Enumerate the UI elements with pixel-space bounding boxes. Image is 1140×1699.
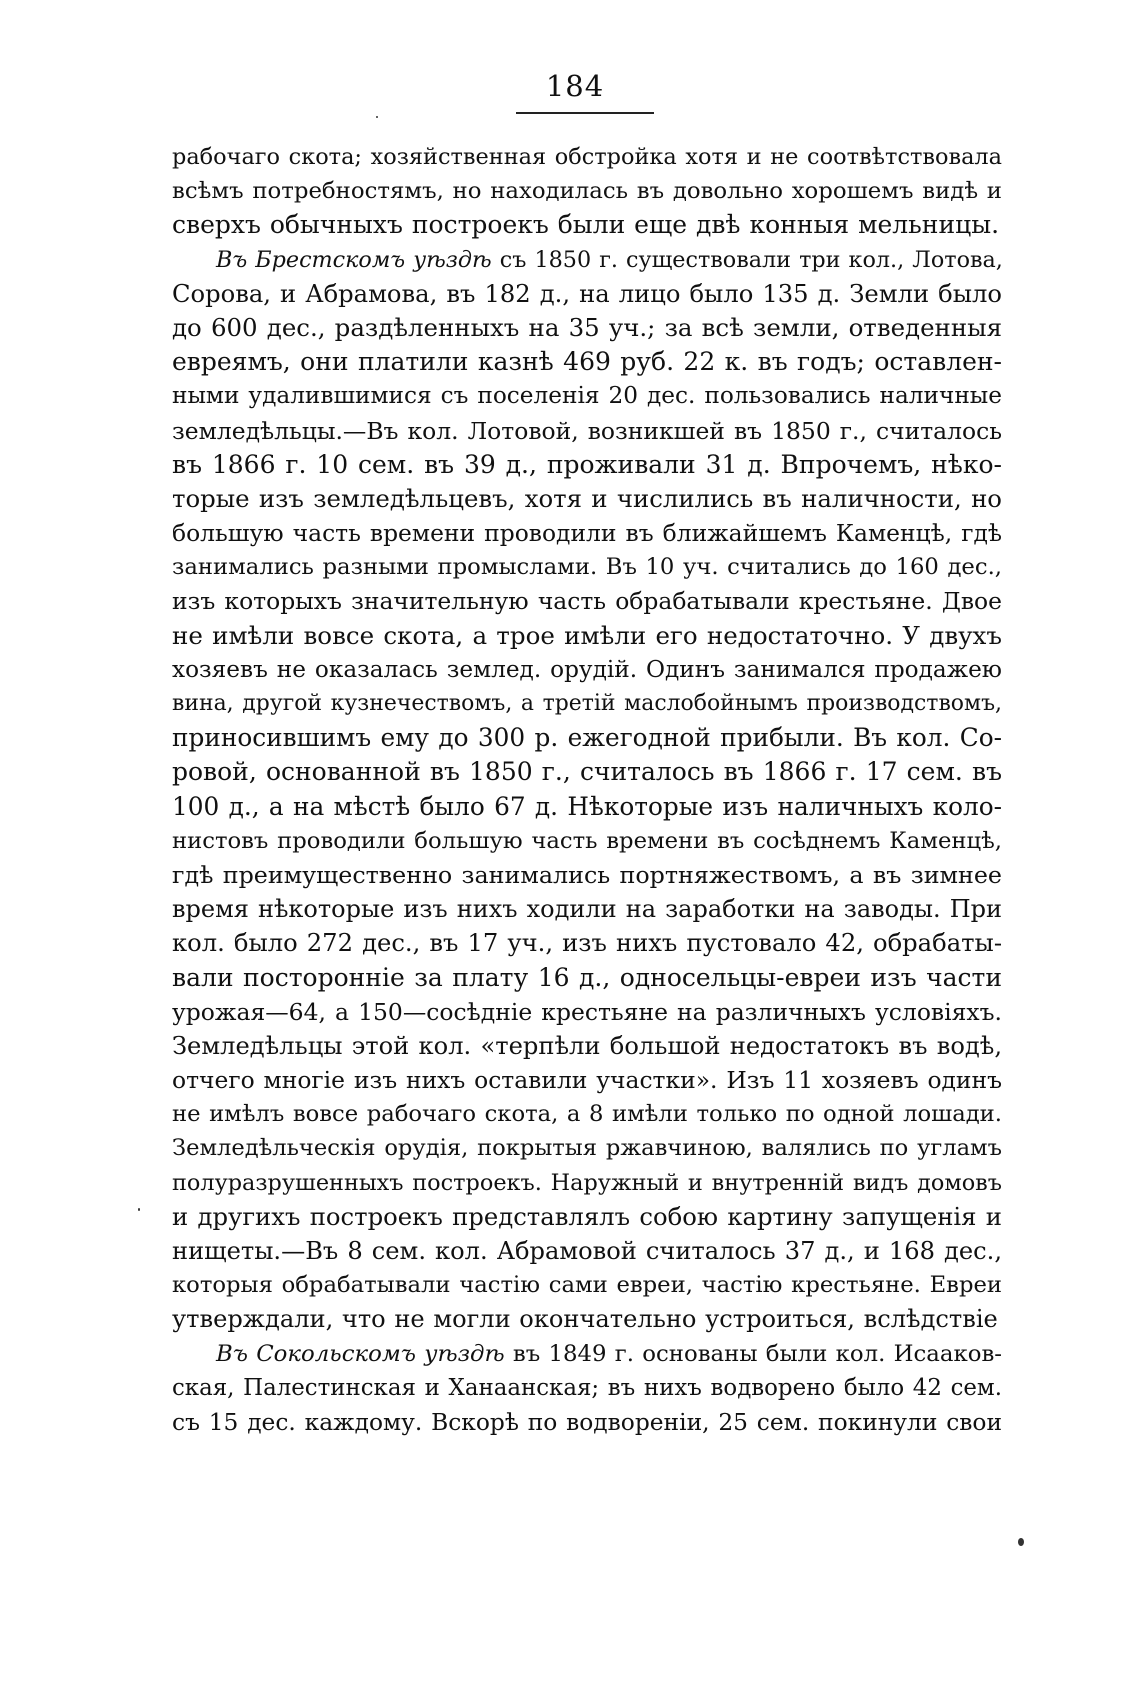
text-line: въ 1866 г. 10 сем. въ 39 д., проживали 31 д. Впрочемъ, нѣко- xyxy=(172,449,1002,479)
text-line: нищеты.—Въ 8 сем. кол. Абрамовой считалось 37 д., и 168 дес., xyxy=(172,1237,1002,1265)
text-line: гдѣ преимущественно занимались портняжествомъ, а въ зимнее xyxy=(172,860,1002,889)
scan-speck xyxy=(376,116,378,118)
text-line: сверхъ обычныхъ построекъ были еще двѣ конныя мельницы. xyxy=(172,210,1000,240)
text-line: занимались разными промыслами. Въ 10 уч. считались до 160 дес., xyxy=(172,554,1002,581)
text-line: не имѣли вовсе скота, а трое имѣли его недостаточно. У двухъ xyxy=(172,620,1002,650)
text-run: съ 1850 г. существовали три кол., Лотова, xyxy=(491,246,1003,273)
text-line: до 600 дес., раздѣленныхъ на 35 уч.; за всѣ земли, отведенныя xyxy=(172,312,1002,342)
header-rule xyxy=(516,112,654,114)
text-line: ровой, основанной въ 1850 г., считалось въ 1866 г. 17 сем. въ xyxy=(172,757,1002,787)
text-line: Земледѣльцы этой кол. «терпѣли большой недостатокъ въ водѣ, xyxy=(172,1031,1002,1060)
text-line: торые изъ земледѣльцевъ, хотя и числились въ наличности, но xyxy=(172,483,1002,513)
text-line: ными удалившимися съ поселенія 20 дес. пользовались наличные xyxy=(172,382,1002,410)
text-line: ская, Палестинская и Ханаанская; въ нихъ водворено было 42 сем. xyxy=(172,1374,1002,1401)
section-heading-sokolka: Въ Сокольскомъ уѣздѣ xyxy=(216,1340,505,1367)
text-line: 100 д., а на мѣстѣ было 67 д. Нѣкоторые изъ наличныхъ коло- xyxy=(172,791,1002,821)
scan-speck xyxy=(138,1208,140,1211)
text-line: полуразрушенныхъ построекъ. Наружный и внутренній видъ домовъ xyxy=(172,1169,1002,1196)
text-line: вина, другой кузнечествомъ, а третій маслобойнымъ производствомъ, xyxy=(172,691,1002,716)
paragraph-lead-brest xyxy=(172,243,1002,277)
text-line: рабочаго скота; хозяйственная обстройка хотя и не соотвѣтствовала xyxy=(172,144,1002,170)
text-line: не имѣлъ вовсе рабочаго скота, а 8 имѣли только по одной лошади. xyxy=(172,1101,1002,1128)
scan-speck xyxy=(1018,1538,1024,1546)
text-line: всѣмъ потребностямъ, но находилась въ довольно хорошемъ видѣ и xyxy=(172,178,1002,205)
text-line: съ 15 дес. каждому. Вскорѣ по водвореніи, 25 сем. покинули свои xyxy=(172,1407,1002,1436)
text-line: вали посторонніе за плату 16 д., односельцы-евреи изъ части xyxy=(172,962,1002,992)
section-heading-brest: Въ Брестскомъ уѣздѣ xyxy=(216,246,492,273)
text-line: утверждали, что не могли окончательно устроиться, вслѣдствіе xyxy=(172,1305,998,1334)
text-line: кол. было 272 дес., въ 17 уч., изъ нихъ пустовало 42, обрабаты- xyxy=(172,929,1002,958)
text-run: въ 1849 г. основаны были кол. Исааков- xyxy=(504,1340,1002,1367)
text-line: урожая—64, а 150—сосѣдніе крестьяне на различныхъ условіяхъ. xyxy=(172,997,1002,1026)
text-line: отчего многіе изъ нихъ оставили участки». Изъ 11 хозяевъ одинъ xyxy=(172,1066,1002,1095)
text-line: земледѣльцы.—Въ кол. Лотовой, возникшей въ 1850 г., считалось xyxy=(172,416,1002,445)
text-line: Сорова, и Абрамова, въ 182 д., на лицо было 135 д. Земли было xyxy=(172,279,1002,308)
text-line: большую часть времени проводили въ ближайшемъ Каменцѣ, гдѣ xyxy=(172,519,1002,548)
page-number: 184 xyxy=(545,69,605,103)
text-line: время нѣкоторые изъ нихъ ходили на заработки на заводы. При xyxy=(172,895,1002,924)
body-text xyxy=(172,140,1002,1439)
text-line: изъ которыхъ значительную часть обрабатывали крестьяне. Двое xyxy=(172,587,1002,616)
text-line: Земледѣльческія орудія, покрытыя ржавчиною, валялись по угламъ xyxy=(172,1135,1002,1162)
text-line: евреямъ, они платили казнѣ 469 руб. 22 к. въ годъ; оставлен- xyxy=(172,347,1002,377)
paragraph-lead-sokolka xyxy=(172,1337,1002,1371)
text-line: нистовъ проводили большую часть времени въ сосѣднемъ Каменцѣ, xyxy=(172,827,1002,854)
text-line: приносившимъ ему до 300 р. ежегодной прибыли. Въ кол. Со- xyxy=(172,723,1002,753)
text-line: которыя обрабатывали частію сами евреи, частію крестьяне. Евреи xyxy=(172,1272,1002,1299)
text-line: и другихъ построекъ представлялъ собою картину запущенія и xyxy=(172,1201,1002,1231)
text-line: хозяевъ не оказалась землед. орудій. Одинъ занимался продажею xyxy=(172,655,1002,683)
